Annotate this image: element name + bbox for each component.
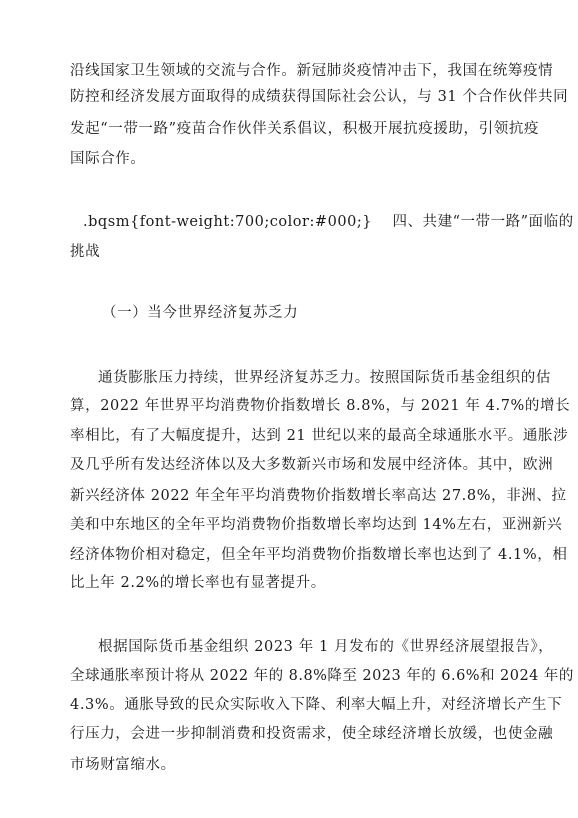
paragraph-1-line-3: 发起“一带一路”疫苗合作伙伴关系倡议，积极开展抗疫援助，引领抗疫 (70, 121, 540, 137)
paragraph-2-line-3: 率相比，有了大幅度提升，达到 21 世纪以来的最高全球通胀水平。通胀涉 (70, 428, 569, 444)
paragraph-2-line-6: 美和中东地区的全年平均消费物价指数增长率均达到 14%左右，亚洲新兴 (70, 517, 563, 533)
paragraph-1-line-4: 国际合作。 (70, 151, 146, 167)
paragraph-3-line-3: 4.3%。通胀导致的民众实际收入下降、利率大幅上升，对经济增长产生下 (70, 697, 563, 713)
paragraph-3-line-1: 根据国际货币基金组织 2023 年 1 月发布的《世界经济展望报告》， (98, 639, 554, 655)
paragraph-3-line-4: 行压力，会进一步抑制消费和投资需求，使全球经济增长放缓，也使金融 (70, 726, 554, 742)
paragraph-1-line-2: 防控和经济发展方面取得的成绩获得国际社会公认，与 31 个合作伙伴共同 (70, 89, 569, 105)
paragraph-2-line-1: 通货膨胀压力持续，世界经济复苏乏力。按照国际货币基金组织的估 (98, 370, 551, 386)
paragraph-3-line-2: 全球通胀率预计将从 2022 年的 8.8%降至 2023 年的 6.6%和 2024 年的 (70, 668, 574, 684)
section-heading-line-1: .bqsm{font-weight:700;color:#000;} 四、共建“一带一路”面临的 (83, 214, 574, 230)
paragraph-2-line-5: 新兴经济体 2022 年全年平均消费物价指数增长率高达 27.8%，非洲、拉 (70, 488, 567, 504)
subsection-heading: （一）当今世界经济复苏乏力 (102, 305, 299, 321)
paragraph-1-line-1: 沿线国家卫生领域的交流与合作。新冠肺炎疫情冲击下，我国在统筹疫情 (70, 63, 554, 79)
paragraph-2-line-2: 算，2022 年世界平均消费物价指数增长 8.8%，与 2021 年 4.7%的增长 (70, 398, 571, 414)
paragraph-2-line-4: 及几乎所有发达经济体以及大多数新兴市场和发展中经济体。其中，欧洲 (70, 457, 554, 473)
paragraph-2-line-8: 比上年 2.2%的增长率也有显著提升。 (70, 575, 326, 591)
section-heading-line-2: 挑战 (70, 244, 101, 260)
paragraph-2-line-7: 经济体物价相对稳定，但全年平均消费物价指数增长率也达到了 4.1%，相 (70, 547, 568, 563)
paragraph-3-line-5: 市场财富缩水。 (70, 757, 176, 773)
